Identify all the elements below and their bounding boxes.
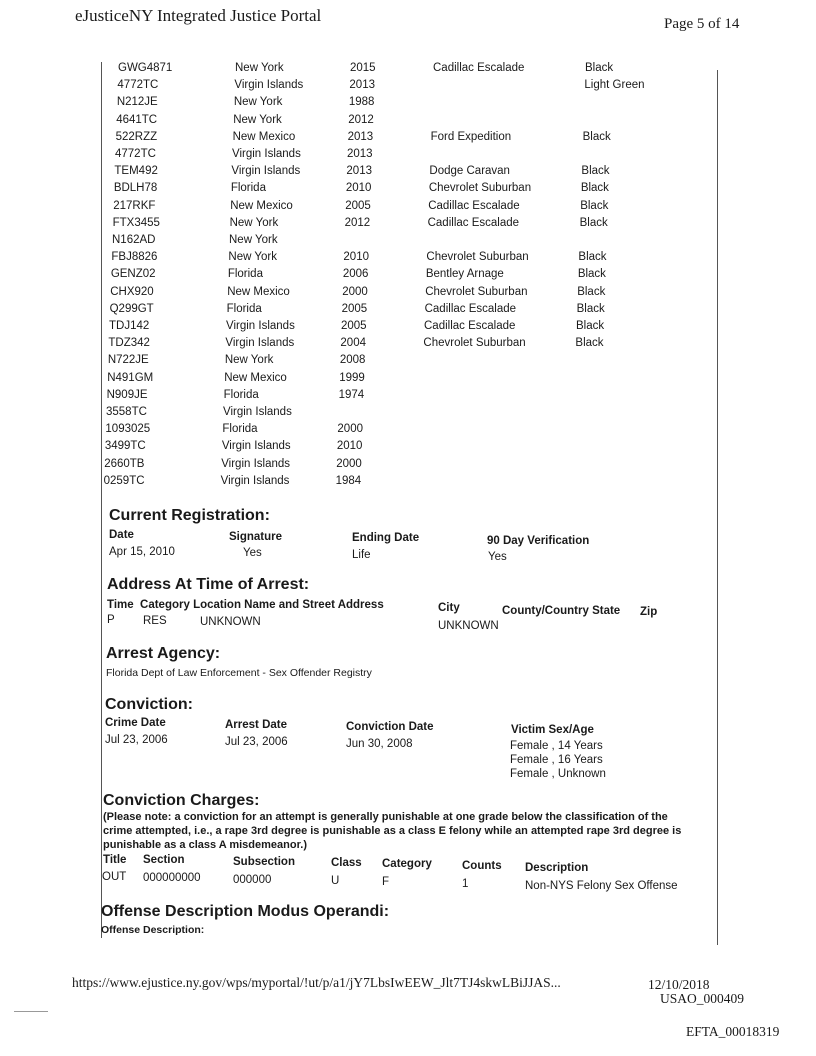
charge-description: Non-NYS Felony Sex Offense xyxy=(525,880,678,892)
address-city-header: City xyxy=(438,602,460,614)
vehicle-year: 2006 xyxy=(342,268,369,281)
registration-signature: Yes xyxy=(243,547,262,559)
address-time: P xyxy=(107,614,115,626)
address-zip-header: Zip xyxy=(640,606,658,618)
vehicle-plate: 4641TC xyxy=(116,113,158,126)
vehicle-state: Florida xyxy=(223,388,259,401)
vehicle-color: Black xyxy=(580,182,609,195)
page-number: Page 5 of 14 xyxy=(664,16,740,32)
charge-section: 000000000 xyxy=(143,872,201,884)
victim-header: Victim Sex/Age xyxy=(511,724,594,736)
vehicle-plate: N212JE xyxy=(116,96,158,109)
vehicle-state: New York xyxy=(233,96,283,109)
address-city: UNKNOWN xyxy=(438,620,499,632)
vehicle-state: New York xyxy=(229,234,278,246)
conviction-date: Jun 30, 2008 xyxy=(346,738,413,750)
vehicle-color: Black xyxy=(582,130,611,143)
footer-date: 12/10/2018 xyxy=(648,977,710,992)
vehicle-model: Cadillac Escalade xyxy=(427,216,520,229)
charge-title-header: Title xyxy=(103,854,127,866)
offense-heading: Offense Description Modus Operandi: xyxy=(101,903,390,920)
vehicle-plate: N162AD xyxy=(112,234,156,246)
vehicle-color: Black xyxy=(585,62,614,74)
vehicle-year: 2005 xyxy=(341,302,368,315)
charge-class: U xyxy=(331,875,340,887)
portal-title: eJusticeNY Integrated Justice Portal xyxy=(75,6,322,25)
conviction-heading: Conviction: xyxy=(105,696,193,713)
footer-url: https://www.ejustice.ny.gov/wps/myportal/!ut/p/a1/jY7LbsIwEEW_Jlt7TJ4skwLBiJJAS... xyxy=(72,975,561,990)
vehicle-year: 2015 xyxy=(350,62,376,74)
vehicle-plate: N909JE xyxy=(106,388,148,401)
arrest-date: Jul 23, 2006 xyxy=(225,736,288,748)
vehicle-state: New York xyxy=(235,62,284,74)
vehicle-state: New York xyxy=(229,216,279,229)
registration-verification: Yes xyxy=(488,551,507,563)
registration-signature-header: Signature xyxy=(229,531,283,543)
vehicle-color: Black xyxy=(577,285,606,298)
vehicle-model: Ford Expedition xyxy=(430,130,512,143)
registration-date: Apr 15, 2010 xyxy=(109,546,175,558)
victim-1: Female , 14 Years xyxy=(510,740,603,752)
vehicle-plate: FTX3455 xyxy=(112,216,160,229)
vehicle-state: Florida xyxy=(226,302,262,315)
charge-subsection-header: Subsection xyxy=(233,856,295,868)
bates-efta: EFTA_00018319 xyxy=(686,1024,780,1039)
vehicle-year: 2013 xyxy=(349,79,375,92)
vehicle-year: 2004 xyxy=(340,337,366,350)
vehicle-year: 2000 xyxy=(342,285,368,298)
vehicle-color: Black xyxy=(576,302,605,315)
vehicle-plate: 1093025 xyxy=(105,423,151,436)
vehicle-plate: TDZ342 xyxy=(108,337,150,350)
arrest-date-header: Arrest Date xyxy=(225,719,287,731)
address-county-header: County/Country State xyxy=(502,605,621,617)
vehicle-year: 2000 xyxy=(336,457,362,470)
registration-date-header: Date xyxy=(109,529,134,541)
vehicle-plate: N722JE xyxy=(107,354,149,367)
vehicle-state: New York xyxy=(224,354,274,367)
registration-ending: Life xyxy=(352,549,371,561)
vehicle-color: Black xyxy=(580,199,609,212)
vehicle-state: Virgin Islands xyxy=(231,165,301,178)
charge-title: OUT xyxy=(102,871,127,883)
left-border-line xyxy=(101,62,102,938)
vehicle-year: 2008 xyxy=(339,354,366,367)
vehicle-plate: Q299GT xyxy=(109,302,154,315)
vehicle-model: Cadillac Escalade xyxy=(424,320,516,332)
vehicle-plate: 4772TC xyxy=(115,148,156,160)
vehicle-plate: 3558TC xyxy=(106,406,147,418)
bates-usao: USAO_000409 xyxy=(660,991,745,1006)
crime-date-header: Crime Date xyxy=(105,717,166,729)
vehicle-model: Chevrolet Suburban xyxy=(428,182,532,195)
vehicle-year: 1988 xyxy=(348,96,375,109)
vehicle-year: 1984 xyxy=(335,474,362,487)
vehicle-model: Chevrolet Suburban xyxy=(425,285,528,298)
vehicle-year: 2013 xyxy=(346,165,372,178)
vehicle-color: Black xyxy=(578,251,607,264)
vehicle-year: 2005 xyxy=(345,199,371,212)
charge-counts-header: Counts xyxy=(462,860,502,872)
address-main-header: Time Category Location Name and Street Address xyxy=(107,599,384,611)
vehicle-table xyxy=(103,62,708,502)
vehicle-state: Florida xyxy=(222,423,258,436)
vehicle-model: Chevrolet Suburban xyxy=(423,337,526,350)
vehicle-state: New Mexico xyxy=(232,130,296,143)
vehicle-plate: GWG4871 xyxy=(118,62,173,74)
right-border-line xyxy=(717,70,718,945)
vehicle-year: 2010 xyxy=(336,440,363,453)
vehicle-color: Black xyxy=(576,320,605,332)
vehicle-color: Black xyxy=(579,216,608,229)
vehicle-color: Black xyxy=(575,337,604,350)
vehicle-plate: TDJ142 xyxy=(109,320,150,332)
vehicle-state: New Mexico xyxy=(230,199,293,212)
charge-counts: 1 xyxy=(462,878,469,890)
registration-ending-header: Ending Date xyxy=(352,532,420,544)
charge-category-header: Category xyxy=(382,858,432,870)
charge-category: F xyxy=(382,876,390,888)
address-location: UNKNOWN xyxy=(200,616,261,628)
address-heading: Address At Time of Arrest: xyxy=(107,576,310,593)
charge-class-header: Class xyxy=(331,857,362,869)
vehicle-plate: BDLH78 xyxy=(113,182,158,195)
arrest-agency-heading: Arrest Agency: xyxy=(106,645,221,662)
address-category: RES xyxy=(143,615,167,627)
vehicle-model: Bentley Arnage xyxy=(425,268,504,281)
vehicle-year: 2013 xyxy=(347,130,374,143)
charges-heading: Conviction Charges: xyxy=(103,792,260,809)
vehicle-plate: 0259TC xyxy=(103,474,145,487)
vehicle-state: Virgin Islands xyxy=(223,406,292,418)
footer-rule xyxy=(14,1011,48,1012)
vehicle-model: Cadillac Escalade xyxy=(428,199,520,212)
charge-section-header: Section xyxy=(143,854,185,866)
vehicle-state: Virgin Islands xyxy=(234,79,304,92)
vehicle-model: Cadillac Escalade xyxy=(433,62,525,74)
victim-2: Female , 16 Years xyxy=(510,754,603,766)
vehicle-plate: 4772TC xyxy=(117,79,159,92)
vehicle-state: Virgin Islands xyxy=(221,440,291,453)
vehicle-year: 2012 xyxy=(348,113,374,126)
vehicle-plate: 3499TC xyxy=(104,440,146,453)
vehicle-state: New Mexico xyxy=(224,371,287,384)
vehicle-model: Chevrolet Suburban xyxy=(426,251,529,264)
current-registration-heading: Current Registration: xyxy=(109,507,270,524)
victim-3: Female , Unknown xyxy=(510,768,606,780)
vehicle-year: 1974 xyxy=(338,388,365,401)
vehicle-year: 2000 xyxy=(337,423,363,436)
offense-description-label: Offense Description: xyxy=(101,924,205,936)
vehicle-state: Virgin Islands xyxy=(226,320,295,332)
vehicle-plate: 217RKF xyxy=(113,199,156,212)
vehicle-state: Florida xyxy=(227,268,263,281)
charges-note: (Please note: a conviction for an attempt is generally punishable at one grade below the classification of the crime attempted, i.e., a rape 3rd degree is punishable as a class E felony while an attempted rape 3rd degree is punishable as a class A misdemeanor.) xyxy=(103,811,682,851)
vehicle-state: New York xyxy=(228,251,277,264)
vehicle-year: 2005 xyxy=(341,320,367,332)
vehicle-state: Virgin Islands xyxy=(220,474,290,487)
vehicle-color: Light Green xyxy=(584,79,645,92)
crime-date: Jul 23, 2006 xyxy=(105,734,168,746)
vehicle-color: Black xyxy=(581,165,610,178)
arrest-agency-name: Florida Dept of Law Enforcement - Sex Offender Registry xyxy=(106,667,372,679)
charge-subsection: 000000 xyxy=(233,874,272,886)
vehicle-year: 2010 xyxy=(345,182,372,195)
vehicle-plate: CHX920 xyxy=(110,285,154,298)
vehicle-state: Virgin Islands xyxy=(232,148,301,160)
vehicle-state: Virgin Islands xyxy=(221,457,291,470)
vehicle-color: Black xyxy=(577,268,606,281)
vehicle-model: Dodge Caravan xyxy=(429,165,510,178)
vehicle-plate: 522RZZ xyxy=(115,130,158,143)
vehicle-model: Cadillac Escalade xyxy=(424,302,517,315)
vehicle-state: Florida xyxy=(230,182,266,195)
vehicle-state: New Mexico xyxy=(227,285,290,298)
vehicle-state: New York xyxy=(233,113,282,126)
charge-description-header: Description xyxy=(525,862,589,874)
vehicle-plate: N491GM xyxy=(107,371,154,384)
registration-verification-header: 90 Day Verification xyxy=(487,535,590,547)
vehicle-state: Virgin Islands xyxy=(225,337,295,350)
vehicle-plate: 2660TB xyxy=(104,457,145,470)
vehicle-plate: GENZ02 xyxy=(110,268,156,281)
vehicle-plate: FBJ8826 xyxy=(111,251,158,264)
vehicle-year: 2010 xyxy=(343,251,369,264)
vehicle-plate: TEM492 xyxy=(114,165,158,178)
conviction-date-header: Conviction Date xyxy=(346,721,434,733)
vehicle-year: 2012 xyxy=(344,216,371,229)
vehicle-year: 1999 xyxy=(339,371,365,384)
vehicle-year: 2013 xyxy=(347,148,373,160)
